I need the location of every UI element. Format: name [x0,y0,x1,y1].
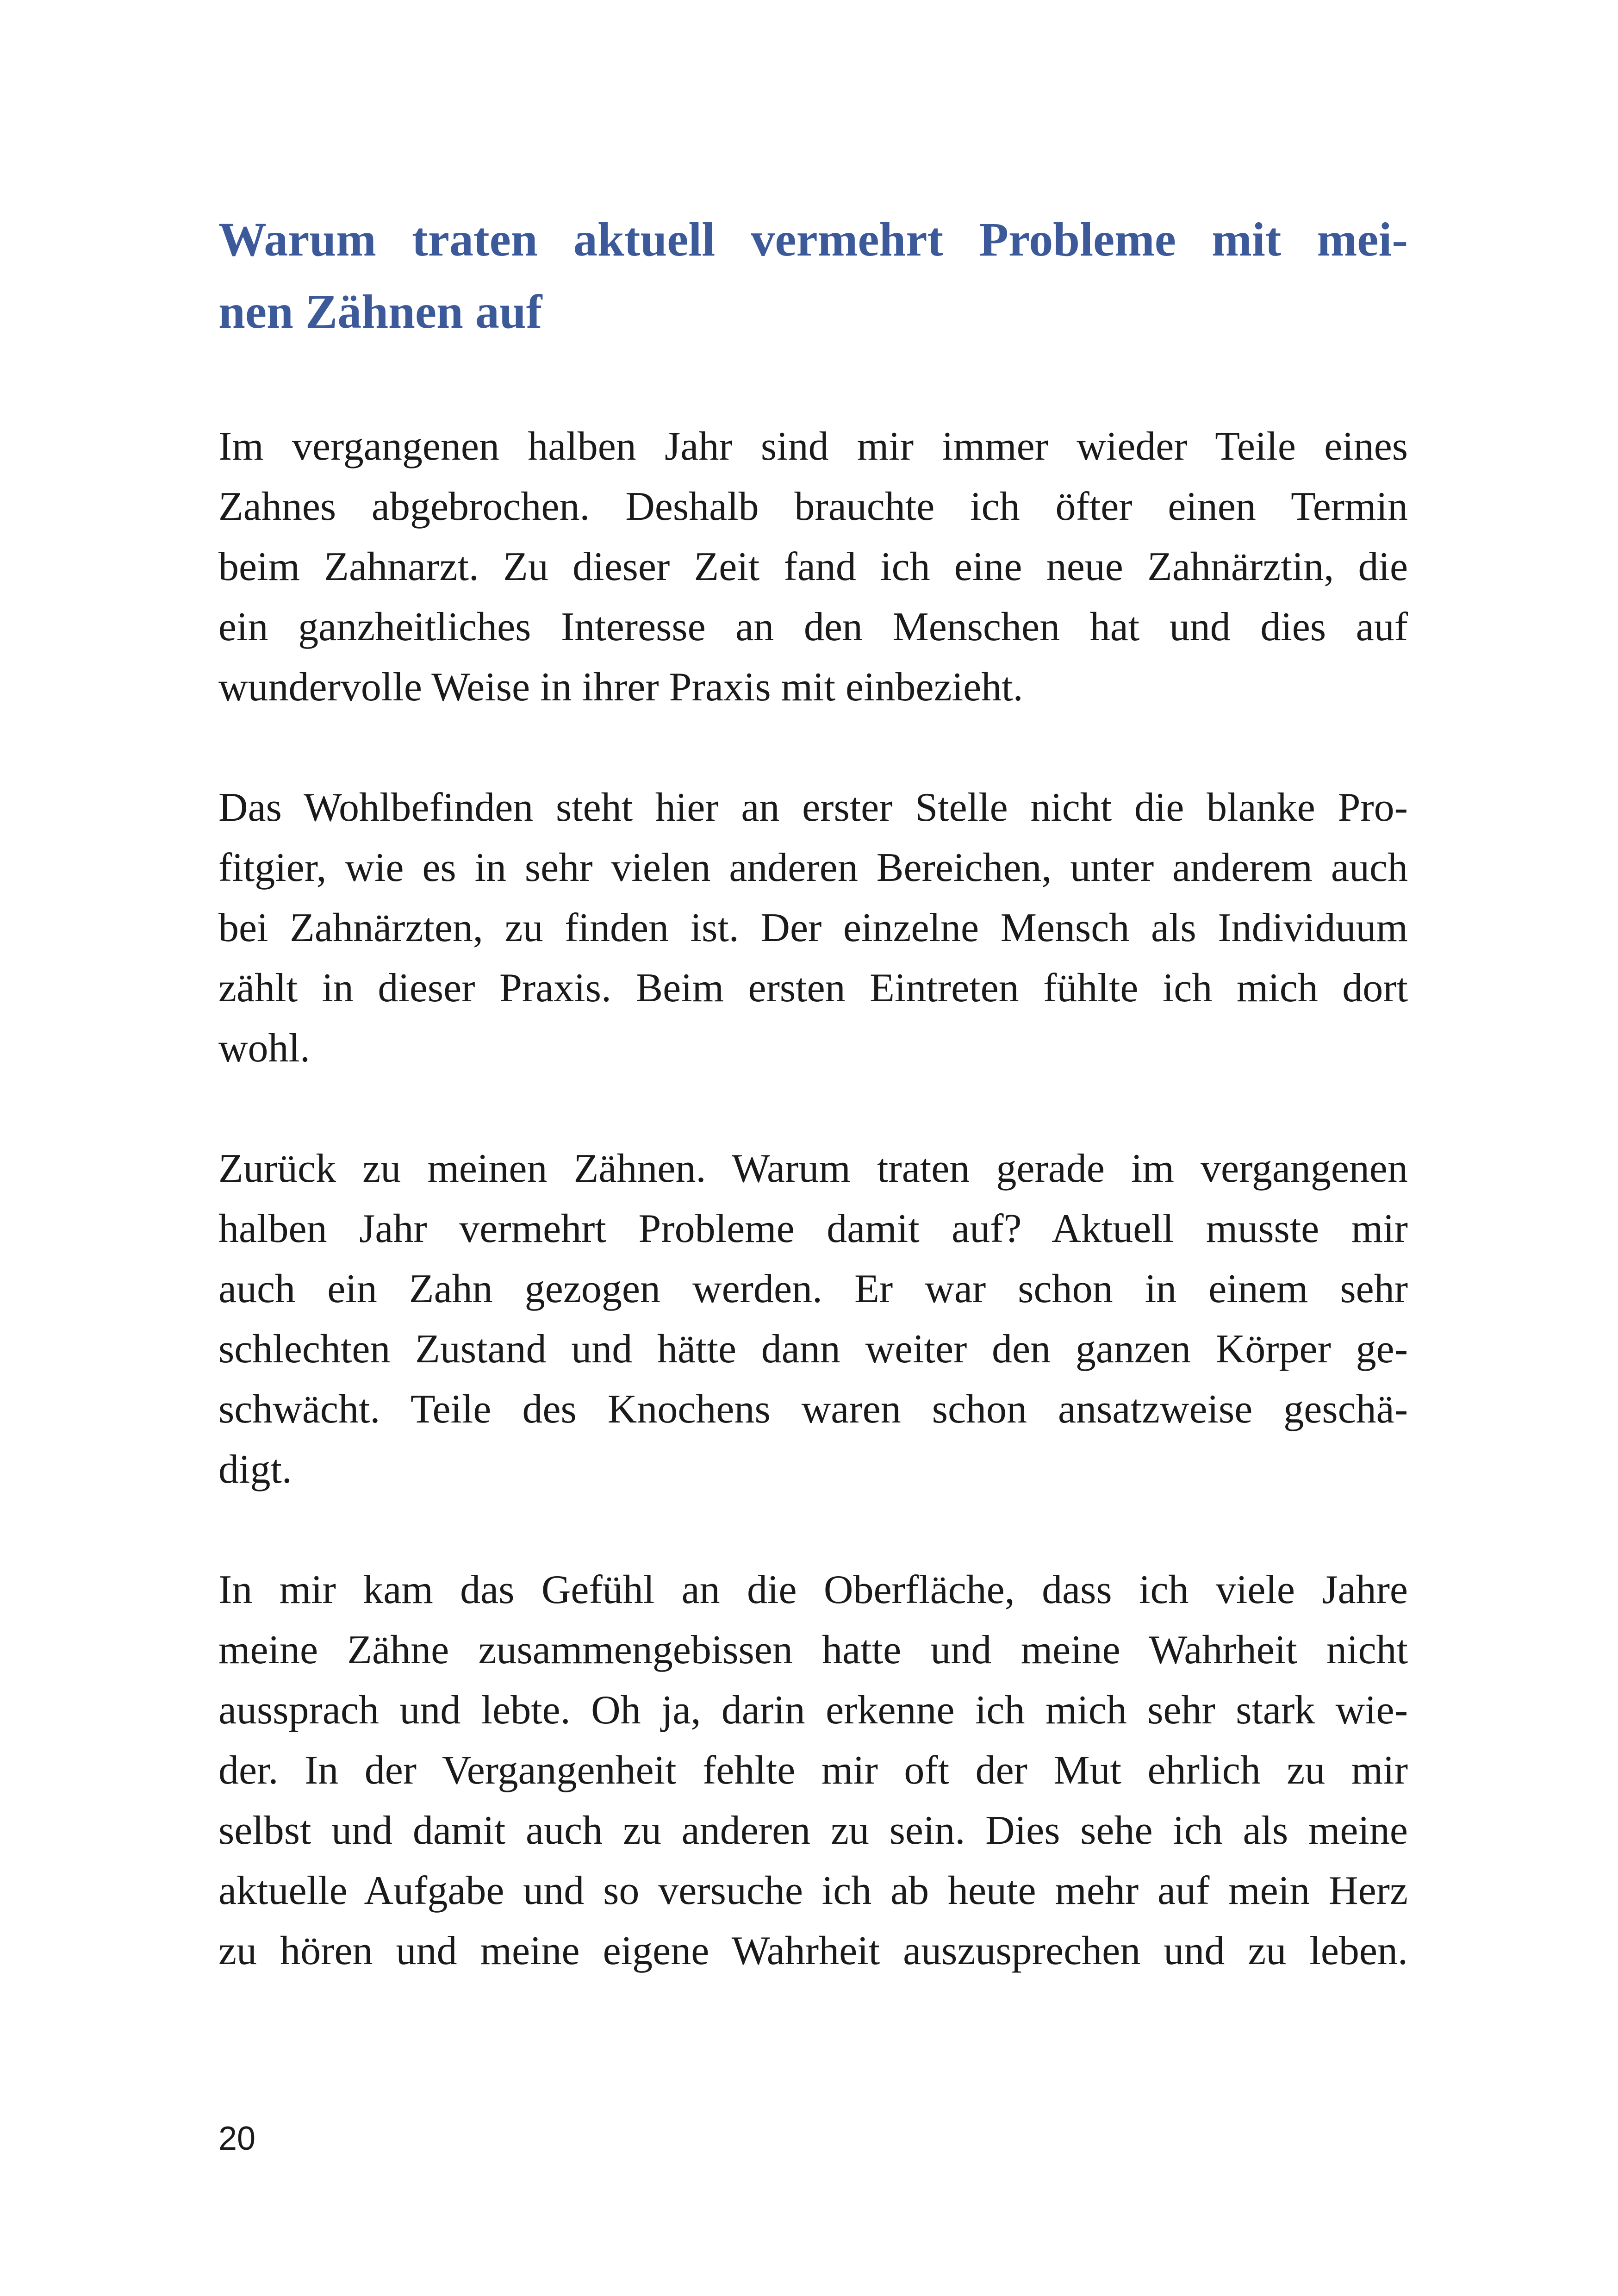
page-heading [218,204,1408,348]
text-line: schlechten Zustand und hätte dann weiter den ganzen Körper ge- [218,1327,1408,1372]
text-line: der. In der Vergangenheit fehlte mir oft der Mut ehrlich zu mir [218,1748,1408,1793]
heading-line: nen Zähnen auf [218,285,542,338]
text-line: meine Zähne zusammengebissen hatte und meine Wahrheit nicht [218,1628,1408,1672]
paragraph-3 [218,1139,1408,1500]
text-line: aussprach und lebte. Oh ja, darin erkenne ich mich sehr stark wie- [218,1688,1408,1733]
text-line: ein ganzheitliches Interesse an den Menschen hat und dies auf [218,605,1408,649]
text-line: wundervolle Weise in ihrer Praxis mit einbezieht. [218,665,1023,710]
text-line: auch ein Zahn gezogen werden. Er war schon in einem sehr [218,1267,1408,1311]
text-line: bei Zahnärzten, zu finden ist. Der einzelne Mensch als Individuum [218,905,1408,950]
text-line: Zahnes abgebrochen. Deshalb brauchte ich öfter einen Termin [218,484,1408,529]
paragraph-4 [218,1560,1408,1981]
text-line: schwächt. Teile des Knochens waren schon ansatzweise geschä- [218,1387,1408,1432]
text-line: fitgier, wie es in sehr vielen anderen Bereichen, unter anderem auch [218,845,1408,890]
text-line: Das Wohlbefinden steht hier an erster Stelle nicht die blanke Pro- [218,785,1408,830]
text-line: zählt in dieser Praxis. Beim ersten Eintreten fühlte ich mich dort [218,966,1408,1011]
text-line: beim Zahnarzt. Zu dieser Zeit fand ich eine neue Zahnärztin, die [218,544,1408,589]
text-line: selbst und damit auch zu anderen zu sein. Dies sehe ich als meine [218,1808,1408,1853]
paragraph-1 [218,417,1408,718]
text-line: halben Jahr vermehrt Probleme damit auf? Aktuell musste mir [218,1206,1408,1251]
heading-line: Warum traten aktuell vermehrt Probleme mit mei- [218,213,1408,266]
text-line: aktuelle Aufgabe und so versuche ich ab heute mehr auf mein Herz [218,1868,1408,1913]
text-line: Im vergangenen halben Jahr sind mir immer wieder Teile eines [218,424,1408,469]
paragraph-2 [218,778,1408,1079]
page-number: 20 [218,2120,256,2157]
text-line: digt. [218,1447,292,1492]
text-line: zu hören und meine eigene Wahrheit auszusprechen und zu leben. [218,1928,1408,1973]
text-line: wohl. [218,1026,310,1071]
text-line: In mir kam das Gefühl an die Oberfläche, dass ich viele Jahre [218,1567,1408,1612]
text-line: Zurück zu meinen Zähnen. Warum traten gerade im vergangenen [218,1146,1408,1191]
